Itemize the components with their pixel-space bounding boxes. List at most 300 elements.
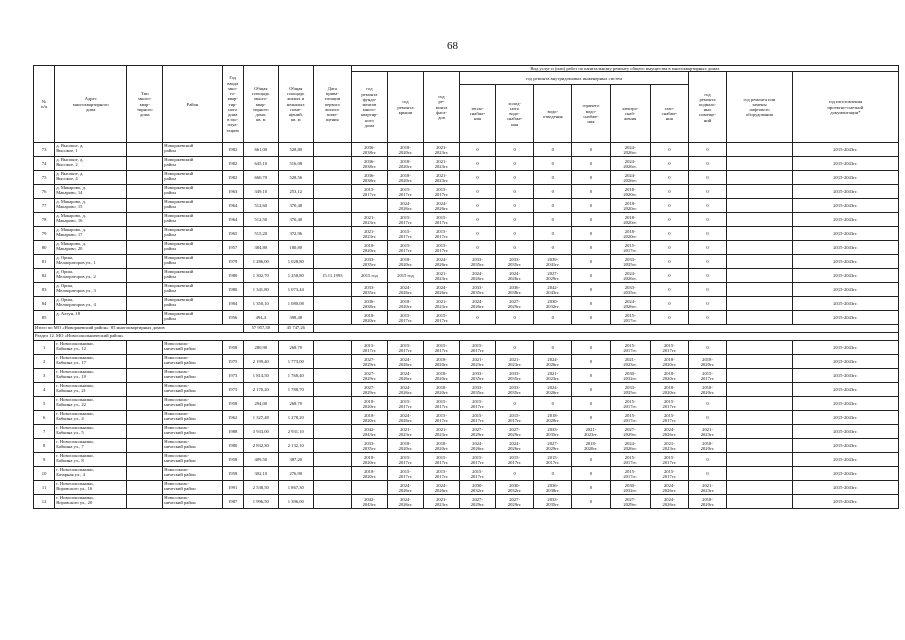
cell-roof-year: 2015- 2017гг. xyxy=(387,397,423,411)
cell-electric-year: 2027- 2029гг. xyxy=(610,425,650,439)
cell-hot-water-year: 0 xyxy=(572,255,610,269)
cell-sewer-year: 2033- 2035гг. xyxy=(534,425,572,439)
cell-foundation-year: 2015- 2017гг. xyxy=(351,341,387,355)
cell-facade-year: 2015- 2017гг. xyxy=(423,311,459,325)
cell-roof-year: 2024- 2026гг. xyxy=(387,411,423,425)
cell-foundation-year: 2021- 2023гг. xyxy=(351,227,387,241)
cell-basement-year: 2018- 2020гг. xyxy=(688,355,726,369)
cell-design-docs-year: 2015-2043гг. xyxy=(792,213,898,227)
cell-foundation-year: 2021- 2023гг. xyxy=(351,213,387,227)
cell-living-area: 1 396,00 xyxy=(278,495,313,509)
total-area-sum: 57 957,30 xyxy=(243,325,278,333)
cell-living-area: 1 080,08 xyxy=(278,297,313,311)
cell-row-number: 10 xyxy=(34,467,55,481)
cell-sewer-year: 0 xyxy=(534,227,572,241)
cell-gas-year: 2018- 2020гг. xyxy=(650,383,688,397)
cell-cold-water-year: 2015- 2017гг. xyxy=(496,411,534,425)
cell-electric-year: 2033- 2035гг. xyxy=(610,383,650,397)
cell-hot-water-year: 0 xyxy=(572,227,610,241)
cell-living-area: 528,80 xyxy=(278,143,313,157)
cell-house-type xyxy=(127,383,163,397)
cell-facade-year: 2021- 2023гг. xyxy=(423,297,459,311)
cell-foundation-year: 2027- 2029гг. xyxy=(351,355,387,369)
cell-cold-water-year: 2015- 2017гг. xyxy=(496,453,534,467)
cell-design-docs-year: 2015-2043гг. xyxy=(792,157,898,171)
cell-address: д. Макарово, д. Макарово, 14 xyxy=(55,185,127,199)
cell-facade-year: 2015- 2017гг. xyxy=(423,341,459,355)
cell-roof-year: 2024- 2026гг. xyxy=(387,383,423,397)
table-row xyxy=(34,241,899,255)
cell-sewer-year: 0 xyxy=(534,199,572,213)
cell-roof-year: 2018- 2020гг. xyxy=(387,171,423,185)
cell-elevator-year xyxy=(727,495,793,509)
cell-hot-water-year: 0 xyxy=(572,241,610,255)
cell-elevator-year xyxy=(727,143,793,157)
cell-total-area: 2 832,30 xyxy=(243,439,278,453)
cell-basement-year: 0 xyxy=(688,269,726,283)
cell-foundation-year: 2018- 2020гг. xyxy=(351,397,387,411)
cell-roof-year: 2018- 2020гг. xyxy=(387,255,423,269)
cell-address: г. Новосокольники, Базарная ул., 4 xyxy=(55,467,127,481)
cell-year-built: 1963 xyxy=(222,185,243,199)
cell-elevator-year xyxy=(727,227,793,241)
cell-privatization-date xyxy=(313,297,351,311)
cell-design-docs-year: 2015-2043гг. xyxy=(792,453,898,467)
cell-heat-year: 0 xyxy=(460,157,496,171)
cell-gas-year: 0 xyxy=(650,199,688,213)
table-row xyxy=(34,439,899,453)
cell-privatization-date xyxy=(313,355,351,369)
cell-year-built: 1980 xyxy=(222,283,243,297)
header-heat: тепло- снабже- ния xyxy=(460,85,496,143)
table-row xyxy=(34,495,899,509)
table-row xyxy=(34,411,899,425)
cell-cold-water-year: 2024- 2026гг. xyxy=(496,439,534,453)
cell-row-number: 8 xyxy=(34,439,55,453)
cell-district: Новосоколь- нический район xyxy=(163,397,222,411)
cell-heat-year: 2027- 2029гг. xyxy=(460,425,496,439)
cell-hot-water-year: 0 xyxy=(572,495,610,509)
cell-facade-year: 2015- 2017гг. xyxy=(423,213,459,227)
cell-total-area: 645,10 xyxy=(243,157,278,171)
cell-privatization-date xyxy=(313,143,351,157)
table-row xyxy=(34,297,899,311)
cell-district: Новоржевский район xyxy=(163,269,222,283)
cell-roof-year: 2015- 2017гг. xyxy=(387,185,423,199)
cell-address: д. Макарово, д. Макарово, 20 xyxy=(55,241,127,255)
cell-row-number: 83 xyxy=(34,283,55,297)
cell-row-number: 9 xyxy=(34,453,55,467)
table-row xyxy=(34,157,899,171)
cell-year-built: 1984 xyxy=(222,297,243,311)
cell-basement-year: 0 xyxy=(688,255,726,269)
cell-electric-year: 2015- 2017гг. xyxy=(610,453,650,467)
header-n: № п/п xyxy=(34,66,55,143)
cell-address: д. Орша, Мелиораторов ул., 1 xyxy=(55,255,127,269)
table-row xyxy=(34,369,899,383)
cell-facade-year: 2024- 2026гг. xyxy=(423,199,459,213)
cell-hot-water-year: 2021- 2023гг. xyxy=(572,425,610,439)
cell-facade-year: 2015- 2017гг. xyxy=(423,411,459,425)
cell-total-area: 3 933,00 xyxy=(243,425,278,439)
cell-elevator-year xyxy=(727,297,793,311)
cell-foundation-year: 2018- 2020гг. xyxy=(351,467,387,481)
table-row xyxy=(34,425,899,439)
cell-basement-year: 0 xyxy=(688,227,726,241)
cell-privatization-date xyxy=(313,255,351,269)
cell-living-area: 387,20 xyxy=(278,453,313,467)
cell-gas-year: 0 xyxy=(650,213,688,227)
cell-heat-year: 2024- 2026гг. xyxy=(460,297,496,311)
cell-foundation-year: 2027- 2029гг. xyxy=(351,369,387,383)
cell-electric-year: 2024- 2026гг. xyxy=(610,269,650,283)
cell-cold-water-year: 0 xyxy=(496,185,534,199)
cell-living-area: 1 073,44 xyxy=(278,283,313,297)
cell-house-type xyxy=(127,397,163,411)
cell-basement-year: 0 xyxy=(688,213,726,227)
cell-row-number: 3 xyxy=(34,369,55,383)
cell-design-docs-year: 2015-2043гг. xyxy=(792,227,898,241)
header-hot-water: горячего водо- снабже- ния xyxy=(572,85,610,143)
cell-foundation-year: 2036- 2038гг. xyxy=(351,171,387,185)
cell-address: д. Высокое, д. Высокое, 1 xyxy=(55,143,127,157)
cell-row-number: 77 xyxy=(34,199,55,213)
cell-facade-year: 2015- 2017гг. xyxy=(423,467,459,481)
cell-elevator-year xyxy=(727,481,793,495)
cell-electric-year: 2030- 2032гг. xyxy=(610,369,650,383)
cell-total-area: 1 327,48 xyxy=(243,411,278,425)
cell-year-built: 1964 xyxy=(222,213,243,227)
cell-privatization-date xyxy=(313,199,351,213)
cell-living-area: 180,80 xyxy=(278,241,313,255)
cell-gas-year: 0 xyxy=(650,227,688,241)
cell-gas-year: 2024- 2026гг. xyxy=(650,425,688,439)
cell-sewer-year: 2021- 2023гг. xyxy=(534,369,572,383)
cell-design-docs-year: 2015-2043гг. xyxy=(792,383,898,397)
cell-cold-water-year: 2021- 2023гг. xyxy=(496,355,534,369)
table-row xyxy=(34,213,899,227)
cell-gas-year: 2021- 2023гг. xyxy=(650,439,688,453)
cell-basement-year: 0 xyxy=(688,341,726,355)
cell-sewer-year: 2027- 2029гг. xyxy=(534,439,572,453)
cell-total-area: 2 538,50 xyxy=(243,481,278,495)
cell-roof-year: 2024- 2026гг. xyxy=(387,283,423,297)
cell-heat-year: 2015- 2017гг. xyxy=(460,397,496,411)
cell-house-type xyxy=(127,411,163,425)
cell-year-built: 1980 xyxy=(222,269,243,283)
cell-gas-year: 0 xyxy=(650,311,688,325)
cell-electric-year: 2018- 2020гг. xyxy=(610,199,650,213)
cell-year-built: 1987 xyxy=(222,495,243,509)
cell-year-built: 1982 xyxy=(222,157,243,171)
cell-electric-year: 2030- 2032гг. xyxy=(610,481,650,495)
cell-elevator-year xyxy=(727,241,793,255)
cell-foundation-year: 2036- 2038гг. xyxy=(351,157,387,171)
cell-house-type xyxy=(127,439,163,453)
cell-heat-year: 2033- 2035гг. xyxy=(460,383,496,397)
cell-elevator-year xyxy=(727,411,793,425)
cell-house-type xyxy=(127,269,163,283)
table-row xyxy=(34,453,899,467)
cell-address: г. Новосокольники, Бабкина ул., 19 xyxy=(55,369,127,383)
cell-house-type xyxy=(127,453,163,467)
cell-design-docs-year: 2015-2043гг. xyxy=(792,143,898,157)
cell-house-type xyxy=(127,297,163,311)
cell-hot-water-year: 0 xyxy=(572,269,610,283)
cell-basement-year: 0 xyxy=(688,311,726,325)
cell-facade-year: 2018- 2020гг. xyxy=(423,439,459,453)
cell-basement-year: 0 xyxy=(688,143,726,157)
cell-sewer-year: 0 xyxy=(534,185,572,199)
cell-cold-water-year: 0 xyxy=(496,171,534,185)
header-type: Тип много- квар- тирного дома xyxy=(127,66,163,143)
cell-district: Новосоколь- нический район xyxy=(163,369,222,383)
cell-sewer-year: 2036- 2038гг. xyxy=(534,481,572,495)
cell-house-type xyxy=(127,467,163,481)
cell-row-number: 78 xyxy=(34,213,55,227)
cell-hot-water-year: 0 xyxy=(572,411,610,425)
cell-basement-year: 0 xyxy=(688,397,726,411)
cell-design-docs-year: 2015-2043гг. xyxy=(792,481,898,495)
cell-gas-year: 2015- 2017гг. xyxy=(650,341,688,355)
cell-basement-year: 0 xyxy=(688,171,726,185)
cell-facade-year: 2021- 2023гг. xyxy=(423,495,459,509)
cell-address: г. Новосокольники, Бабкина ул., 5 xyxy=(55,425,127,439)
table-row xyxy=(34,311,899,325)
cell-house-type xyxy=(127,227,163,241)
cell-roof-year: 2015- 2017гг. xyxy=(387,467,423,481)
cell-sewer-year: 0 xyxy=(534,213,572,227)
table-row xyxy=(34,199,899,213)
cell-district: Новосоколь- нический район xyxy=(163,341,222,355)
cell-row-number: 84 xyxy=(34,297,55,311)
cell-year-built: 1975 xyxy=(222,355,243,369)
cell-heat-year: 2021- 2023гг. xyxy=(460,355,496,369)
cell-privatization-date xyxy=(313,481,351,495)
header-gas: газо- снабже- ния xyxy=(650,85,688,143)
rows-novorzhev xyxy=(34,143,899,325)
cell-heat-year: 2030- 2032гг. xyxy=(460,481,496,495)
cell-design-docs-year: 2015-2043гг. xyxy=(792,439,898,453)
cell-total-area: 1 350,10 xyxy=(243,297,278,311)
cell-house-type xyxy=(127,495,163,509)
cell-total-area: 409,50 xyxy=(243,453,278,467)
capital-repair-table-sheet xyxy=(33,65,899,509)
cell-roof-year: 2018- 2020гг. xyxy=(387,297,423,311)
cell-design-docs-year: 2015-2043гг. xyxy=(792,269,898,283)
cell-hot-water-year: 2018- 2020гг. xyxy=(572,439,610,453)
cell-roof-year: 2021- 2023гг. xyxy=(387,425,423,439)
header-living-area: Общая площадь жилых и нежилых поме- щений, кв. м xyxy=(278,66,313,143)
cell-sewer-year: 2030- 2032гг. xyxy=(534,297,572,311)
cell-design-docs-year: 2015-2043гг. xyxy=(792,255,898,269)
cell-sewer-year: 2039- 2041гг. xyxy=(534,255,572,269)
cell-address: д. Макарово, д. Макарово, 15 xyxy=(55,199,127,213)
cell-heat-year: 2033- 2035гг. xyxy=(460,283,496,297)
cell-row-number: 80 xyxy=(34,241,55,255)
cell-sewer-year: 2024- 2026гг. xyxy=(534,355,572,369)
cell-hot-water-year: 0 xyxy=(572,481,610,495)
cell-heat-year: 2027- 2029гг. xyxy=(460,495,496,509)
cell-roof-year: 2015- 2017гг. xyxy=(387,453,423,467)
cell-gas-year: 0 xyxy=(650,255,688,269)
cell-heat-year: 2015- 2017гг. xyxy=(460,467,496,481)
table-row xyxy=(34,467,899,481)
cell-cold-water-year: 2027- 2029гг. xyxy=(496,425,534,439)
cell-foundation-year: 2036- 2038гг. xyxy=(351,297,387,311)
cell-design-docs-year: 2015-2043гг. xyxy=(792,241,898,255)
cell-year-built: 1964 xyxy=(222,199,243,213)
cell-privatization-date xyxy=(313,453,351,467)
cell-address: д. Высокое, д. Высокое, 2 xyxy=(55,157,127,171)
cell-foundation-year xyxy=(351,199,387,213)
capital-repair-table xyxy=(33,65,899,509)
cell-house-type xyxy=(127,241,163,255)
cell-sewer-year: 0 xyxy=(534,467,572,481)
cell-privatization-date xyxy=(313,283,351,297)
cell-electric-year: 2015- 2017гг. xyxy=(610,411,650,425)
cell-cold-water-year: 2027- 2029гг. xyxy=(496,297,534,311)
cell-foundation-year: 2018- 2020гг. xyxy=(351,453,387,467)
cell-year-built: 1980 xyxy=(222,439,243,453)
cell-address: д. Орша, Мелиораторов ул., 3 xyxy=(55,283,127,297)
cell-gas-year: 2024- 2026гг. xyxy=(650,481,688,495)
cell-year-built: 1962 xyxy=(222,411,243,425)
table-row xyxy=(34,283,899,297)
cell-electric-year: 2018- 2020гг. xyxy=(610,185,650,199)
cell-basement-year: 0 xyxy=(688,467,726,481)
cell-hot-water-year: 0 xyxy=(572,185,610,199)
cell-electric-year: 2018- 2020гг. xyxy=(610,227,650,241)
cell-year-built: 1958 xyxy=(222,341,243,355)
cell-living-area: 1 768,40 xyxy=(278,369,313,383)
cell-heat-year: 2015- 2017гг. xyxy=(460,453,496,467)
cell-total-area: 1 286,00 xyxy=(243,255,278,269)
cell-basement-year: 2021- 2023гг. xyxy=(688,425,726,439)
cell-house-type xyxy=(127,157,163,171)
table-row xyxy=(34,341,899,355)
cell-privatization-date xyxy=(313,171,351,185)
cell-cold-water-year: 0 xyxy=(496,467,534,481)
cell-sewer-year: 0 xyxy=(534,241,572,255)
cell-house-type xyxy=(127,185,163,199)
cell-foundation-year: 2036- 2038гг. xyxy=(351,143,387,157)
cell-hot-water-year: 0 xyxy=(572,297,610,311)
cell-gas-year: 2015- 2017гг. xyxy=(650,397,688,411)
cell-privatization-date xyxy=(313,411,351,425)
cell-elevator-year xyxy=(727,467,793,481)
cell-living-area: 1 028,80 xyxy=(278,255,313,269)
cell-privatization-date xyxy=(313,227,351,241)
cell-year-built: 1975 xyxy=(222,383,243,397)
cell-foundation-year: 2018- 2020гг. xyxy=(351,311,387,325)
cell-roof-year: 2015- 2017гг. xyxy=(387,311,423,325)
cell-district: Новосоколь- нический район xyxy=(163,495,222,509)
cell-living-area: 1 867,30 xyxy=(278,481,313,495)
cell-heat-year: 2033- 2035гг. xyxy=(460,369,496,383)
cell-cold-water-year: 0 xyxy=(496,227,534,241)
cell-living-area: 1 258,80 xyxy=(278,269,313,283)
cell-year-built: 1973 xyxy=(222,369,243,383)
cell-cold-water-year: 0 xyxy=(496,199,534,213)
cell-elevator-year xyxy=(727,199,793,213)
cell-heat-year: 0 xyxy=(460,171,496,185)
cell-facade-year: 2018- 2020гг. xyxy=(423,383,459,397)
cell-cold-water-year: 2030- 2032гг. xyxy=(496,481,534,495)
cell-design-docs-year: 2015-2043гг. xyxy=(792,297,898,311)
cell-elevator-year xyxy=(727,369,793,383)
cell-heat-year: 2024- 2026гг. xyxy=(460,439,496,453)
cell-row-number: 4 xyxy=(34,383,55,397)
header-cold-water: холод- ного водо- снабже- ния xyxy=(496,85,534,143)
cell-hot-water-year: 0 xyxy=(572,311,610,325)
cell-house-type xyxy=(127,283,163,297)
cell-cold-water-year: 0 xyxy=(496,341,534,355)
header-roof: год ремонта крыши xyxy=(387,72,423,143)
cell-living-area: 370,48 xyxy=(278,199,313,213)
section-row xyxy=(34,333,899,341)
cell-district: Новосоколь- нический район xyxy=(163,439,222,453)
cell-address: г. Новосокольники, Бабкина ул., 4 xyxy=(55,411,127,425)
cell-roof-year: 2015- 2017гг. xyxy=(387,341,423,355)
cell-elevator-year xyxy=(727,213,793,227)
cell-facade-year: 2015- 2017гг. xyxy=(423,185,459,199)
cell-design-docs-year: 2015-2043гг. xyxy=(792,341,898,355)
cell-privatization-date xyxy=(313,495,351,509)
cell-heat-year: 0 xyxy=(460,199,496,213)
cell-privatization-date xyxy=(313,425,351,439)
cell-address: д. Орша, Мелиораторов ул., 4 xyxy=(55,297,127,311)
cell-privatization-date xyxy=(313,241,351,255)
cell-basement-year: 2018- 2020гг. xyxy=(688,495,726,509)
cell-foundation-year: 2027- 2029гг. xyxy=(351,383,387,397)
cell-district: Новоржевский район xyxy=(163,157,222,171)
cell-house-type xyxy=(127,369,163,383)
cell-year-built: 1991 xyxy=(222,481,243,495)
cell-privatization-date xyxy=(313,397,351,411)
header-electric: электро- снаб- жения xyxy=(610,85,650,143)
cell-foundation-year: 2042- 2043гг. xyxy=(351,495,387,509)
cell-foundation-year: 2018- 2020гг. xyxy=(351,411,387,425)
cell-basement-year: 0 xyxy=(688,241,726,255)
cell-row-number: 1 xyxy=(34,341,55,355)
header-total-area: Общая площадь много- квар- тирного дома, кв. м xyxy=(243,66,278,143)
header-facade: год ре- монта фаса- дов xyxy=(423,72,459,143)
cell-row-number: 7 xyxy=(34,425,55,439)
cell-facade-year: 2021- 2023гг. xyxy=(423,171,459,185)
cell-facade-year: 2015- 2017гг. xyxy=(423,241,459,255)
cell-heat-year: 2033- 2035гг. xyxy=(460,255,496,269)
cell-sewer-year: 0 xyxy=(534,397,572,411)
cell-district: Новоржевский район xyxy=(163,255,222,269)
cell-row-number: 12 xyxy=(34,495,55,509)
table-row xyxy=(34,255,899,269)
cell-elevator-year xyxy=(727,397,793,411)
table-row xyxy=(34,227,899,241)
rows-novosokolniki xyxy=(34,341,899,509)
cell-facade-year: 2015- 2017гг. xyxy=(423,227,459,241)
cell-district: Новоржевский район xyxy=(163,213,222,227)
cell-row-number: 6 xyxy=(34,411,55,425)
cell-living-area: 528,56 xyxy=(278,171,313,185)
cell-basement-year: 0 xyxy=(688,185,726,199)
cell-elevator-year xyxy=(727,453,793,467)
cell-hot-water-year: 0 xyxy=(572,467,610,481)
cell-row-number: 2 xyxy=(34,355,55,369)
cell-hot-water-year: 0 xyxy=(572,171,610,185)
table-row xyxy=(34,397,899,411)
cell-foundation-year: 2018- 2020гг. xyxy=(351,241,387,255)
